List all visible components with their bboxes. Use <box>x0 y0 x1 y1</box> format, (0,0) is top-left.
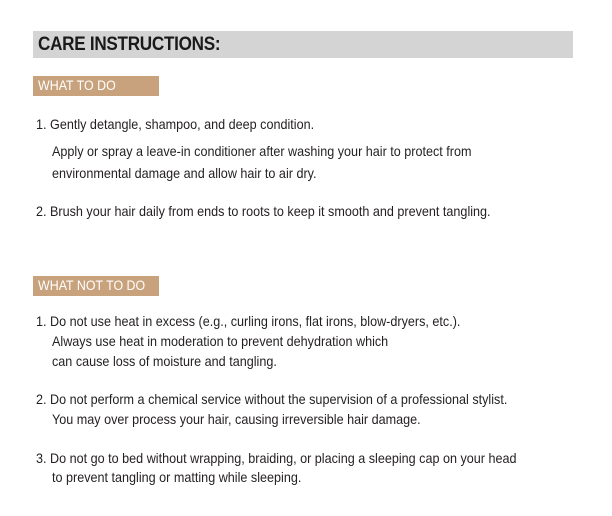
list-item-text: Do not use heat in excess (e.g., curling irons, flat irons, blow-dryers, etc.). <box>50 313 461 329</box>
list-item-text: environmental damage and allow hair to air dry. <box>52 165 317 181</box>
list-item-number: 1. Do not use heat in excess (e.g., curling irons, flat irons, blow-dryers, etc.). <box>36 313 461 329</box>
list-item-text: Brush your hair daily from ends to roots to keep it smooth and prevent tangling. <box>50 203 491 219</box>
title-bar <box>33 31 573 58</box>
list-item-number: 2. Brush your hair daily from ends to roots to keep it smooth and prevent tangling. <box>36 203 491 219</box>
section-label-what-to-do <box>33 76 159 96</box>
list-item-number: 2. Do not perform a chemical service without the supervision of a professional stylist. <box>36 391 508 407</box>
list-item-text: Do not go to bed without wrapping, braiding, or placing a sleeping cap on your head <box>50 450 517 466</box>
list-item-text: Apply or spray a leave-in conditioner after washing your hair to protect from <box>52 143 472 159</box>
list-item-text: can cause loss of moisture and tangling. <box>52 353 277 369</box>
section-label-what-not-to-do <box>33 276 159 296</box>
section-label-text: WHAT NOT TO DO <box>38 278 146 293</box>
list-item-number: 3. Do not go to bed without wrapping, braiding, or placing a sleeping cap on your head <box>36 450 517 466</box>
page-title: CARE INSTRUCTIONS: <box>38 34 221 55</box>
list-item-text: Do not perform a chemical service without the supervision of a professional stylist. <box>50 391 508 407</box>
section-label-text: WHAT TO DO <box>38 78 116 93</box>
list-item-number: 1. Gently detangle, shampoo, and deep condition. <box>36 116 315 132</box>
list-item-text: You may over process your hair, causing irreversible hair damage. <box>52 411 421 427</box>
list-item-text: Always use heat in moderation to prevent dehydration which <box>52 333 389 349</box>
list-item-text: Gently detangle, shampoo, and deep condition. <box>50 116 315 132</box>
list-item-text: to prevent tangling or matting while sleeping. <box>52 469 302 485</box>
